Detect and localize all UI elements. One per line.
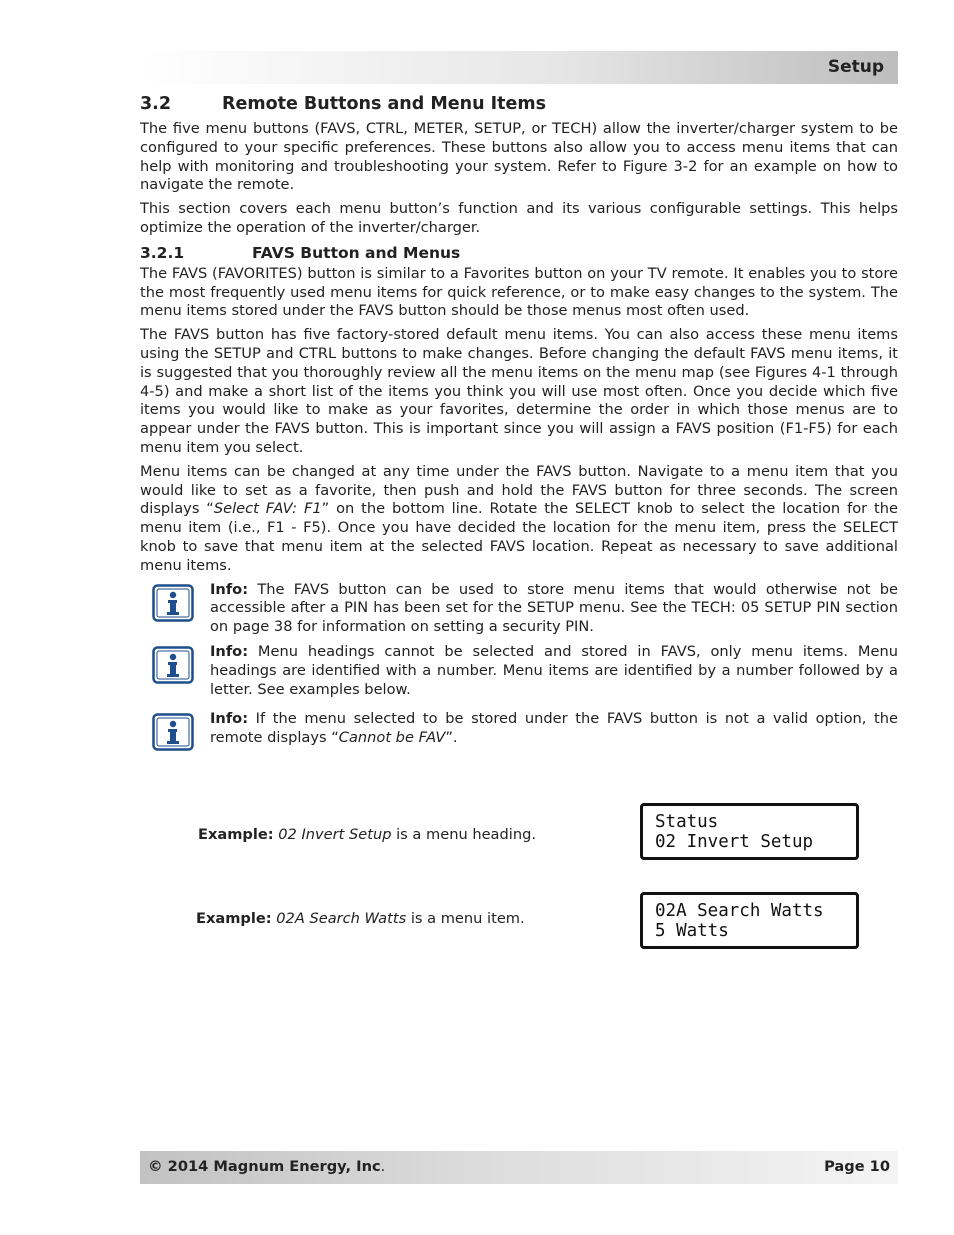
example-rest: is a menu item.	[406, 910, 525, 927]
info-body: If the menu selected to be stored under the FAVS button is not a valid option, the remote displays “	[210, 710, 898, 747]
section-heading	[140, 94, 898, 114]
lcd-line: 5 Watts	[655, 921, 729, 941]
info-body: Menu headings cannot be selected and stored in FAVS, only menu items. Menu headings are identified with a number. Menu items are identified by a number followed by a letter. See examples below.	[210, 642, 898, 698]
example-label: Example:	[198, 826, 274, 843]
example-italic: 02 Invert Setup	[278, 826, 392, 843]
info-italic: Cannot be FAV	[338, 729, 446, 747]
info-end: ”.	[445, 729, 458, 747]
info-text-pin	[210, 581, 898, 637]
info-text-invalid	[210, 710, 898, 751]
lcd-line: Status	[655, 812, 719, 832]
example-rest: is a menu heading.	[391, 826, 536, 843]
example-menu-item	[196, 910, 525, 927]
footer-page-number: Page 10	[824, 1158, 890, 1175]
lcd-display-heading	[640, 803, 859, 860]
section-number: 3.2	[140, 94, 172, 114]
info-label: Info:	[210, 580, 249, 598]
lcd-line: 02A Search Watts	[655, 901, 824, 921]
favs-paragraph: The FAVS (FAVORITES) button is similar to a Favorites button on your TV remote. It enables you to store the most frequently used menu items for quick reference, or to make easy changes to the system. The menu items stored under the FAVS button should be those menus most often used.	[140, 264, 898, 320]
info-note-pin	[140, 581, 898, 637]
favs-paragraph: The FAVS button has five factory-stored default menu items. You can also access these menu items using the SETUP and CTRL buttons to make changes. Before changing the default FAVS menu items, it is suggested that you thoroughly review all the menu items on the menu map (see Figures 4-1 through 4-5) and make a short list of the items you think you will use most often. Once you decide which five items you would like to make as your favorites, determine the order in which those menus are to appear under the FAVS button. This is important since you will assign a FAVS position (F1-F5) for each menu item you select.	[140, 326, 898, 456]
footer-bar	[140, 1151, 898, 1184]
example-menu-heading	[198, 826, 536, 843]
page-content	[140, 94, 898, 751]
example-label: Example:	[196, 910, 272, 927]
info-note-headings	[140, 643, 898, 699]
change-paragraph	[140, 463, 898, 576]
lcd-display-item	[640, 892, 859, 949]
intro-paragraph: This section covers each menu button’s function and its various configurable settings. This helps optimize the operation of the inverter/charger.	[140, 200, 898, 236]
footer-period: .	[380, 1158, 386, 1175]
section-title: Remote Buttons and Menu Items	[222, 94, 547, 114]
info-text-headings	[210, 643, 898, 699]
footer-copyright-text: © 2014 Magnum Energy, Inc	[148, 1158, 381, 1175]
example-italic: 02A Search Watts	[276, 910, 407, 927]
info-label: Info:	[210, 710, 249, 728]
intro-paragraph: The five menu buttons (FAVS, CTRL, METER, SETUP, or TECH) allow the inverter/charger system to be configured to your specific preferences. These buttons also allow you to access menu items that can help with monitoring and troubleshooting your system. Refer to Figure 3-2 for an example on how to navigate the remote.	[140, 120, 898, 194]
subsection-number: 3.2.1	[140, 243, 185, 262]
change-text-2: ” on the bottom line. Rotate the SELECT knob to select the location for the menu item (i.e., F1 - F5). Once you have decided the location for the menu item, press the SELECT knob to save that menu item at the selected FAVS location. Repeat as necessary to save additional menu items.	[140, 500, 898, 574]
info-body: The FAVS button can be used to store menu items that would otherwise not be accessible after a PIN has been set for the SETUP menu. See the TECH: 05 SETUP PIN section on page 38 for information on setting a security PIN.	[210, 580, 898, 636]
subsection-heading	[140, 244, 898, 262]
header-title: Setup	[827, 57, 884, 77]
info-label: Info:	[210, 642, 249, 660]
change-text-1: Menu items can be changed at any time under the FAVS button. Navigate to a menu item that you would like to set as a favorite, then push and hold the FAVS button for three seconds. The screen displays “	[140, 462, 898, 518]
footer-copyright	[148, 1158, 385, 1175]
change-italic: Select FAV: F1	[213, 500, 322, 518]
info-note-invalid	[140, 710, 898, 751]
header-bar	[140, 51, 898, 84]
info-icon	[152, 584, 194, 622]
info-icon	[152, 713, 194, 751]
lcd-line: 02 Invert Setup	[655, 832, 814, 852]
info-icon	[152, 646, 194, 684]
subsection-title: FAVS Button and Menus	[252, 243, 461, 262]
